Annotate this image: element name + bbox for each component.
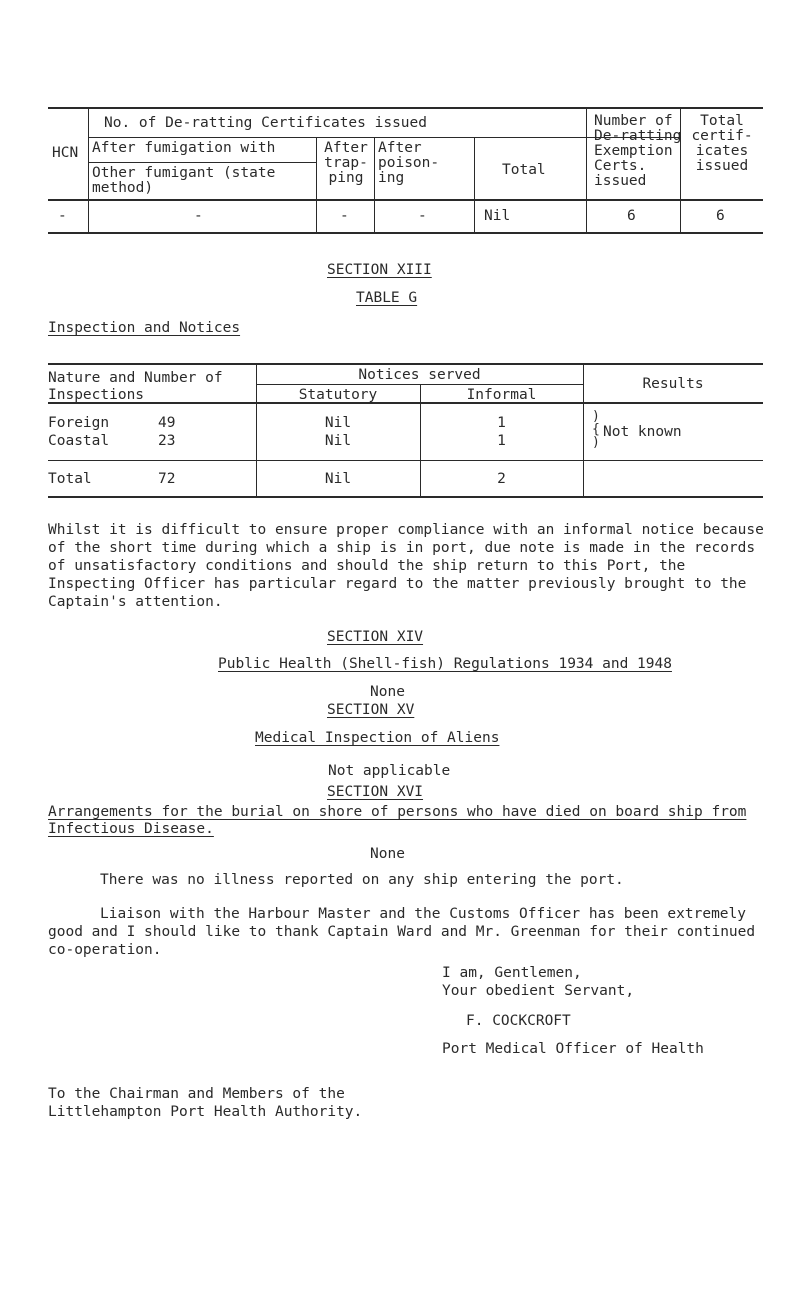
trapping-header: After trap-ping (324, 140, 368, 186)
statutory-header: Statutory (298, 387, 378, 403)
compliance-paragraph: Whilst it is difficult to ensure proper compliance with an informal notice because of the short time during which a ship is in port, due note is made in the records of unsatisfactory conditions and should the ship return to this Port, the Inspecting Officer has particular regard to the matter previously brought to the Captain's attention. (48, 522, 764, 610)
foreign-label: Foreign (48, 415, 110, 431)
section-14-body: None (370, 684, 405, 700)
section-13-title: SECTION XIII (327, 262, 432, 278)
addressee-line-1: To the Chairman and Members of the (48, 1086, 345, 1102)
total-certificates-header: Total certif-icates issued (691, 113, 753, 174)
section-16-note: There was no illness reported on any ship entering the port. (100, 872, 624, 888)
section-16-title: SECTION XVI (327, 784, 424, 800)
section-15-title: SECTION XV (327, 702, 415, 718)
signatory-role: Port Medical Officer of Health (442, 1041, 704, 1057)
addressee-line-2: Littlehampton Port Health Authority. (48, 1104, 363, 1120)
section-15-heading: Medical Inspection of Aliens (255, 730, 500, 746)
total-statutory: Nil (324, 471, 352, 487)
coastal-count: 23 (158, 433, 176, 449)
total-header: Total (502, 162, 546, 178)
foreign-count: 49 (158, 415, 176, 431)
table-g-caption: Inspection and Notices (48, 320, 241, 336)
section-14-title: SECTION XIV (327, 629, 424, 645)
row-hcn: - (58, 208, 67, 224)
row-total: Nil (484, 208, 511, 224)
foreign-informal: 1 (497, 415, 506, 431)
results-header: Results (642, 376, 704, 392)
total-count: 72 (158, 471, 176, 487)
liaison-paragraph: Liaison with the Harbour Master and the Customs Officer has been extremely good and I should like to thank Captain Ward and Mr. Greenman for their continued co-operation. (48, 906, 756, 958)
section-14-heading: Public Health (Shell-fish) Regulations 1934 and 1948 (218, 656, 672, 672)
closing-servant: Your obedient Servant, (442, 983, 635, 999)
results-value: Not known (603, 424, 682, 440)
coastal-statutory: Nil (324, 433, 352, 449)
signatory-name: F. COCKCROFT (466, 1013, 571, 1029)
total-informal: 2 (497, 471, 506, 487)
closing-salutation: I am, Gentlemen, (442, 965, 582, 981)
section-15-body: Not applicable (328, 763, 451, 779)
total-label: Total (48, 471, 92, 487)
exemption-certs-header: Number of De-ratting Exemption Certs. issued (594, 113, 682, 189)
table-g-title: TABLE G (356, 290, 418, 306)
foreign-statutory: Nil (324, 415, 352, 431)
row-total-certs: 6 (716, 208, 725, 224)
coastal-informal: 1 (497, 433, 506, 449)
other-fumigant-header: Other fumigant (state method) (92, 165, 276, 196)
results-brace: ) { ) (592, 409, 600, 450)
hcn-header: HCN (52, 145, 79, 161)
section-16-body: None (370, 846, 405, 862)
certificates-issued-header: No. of De-ratting Certificates issued (104, 115, 428, 131)
row-poisoning: - (418, 208, 427, 224)
row-trapping: - (340, 208, 349, 224)
nature-header: Nature and Number of Inspections (48, 370, 223, 403)
informal-header: Informal (466, 387, 537, 403)
row-exemption: 6 (627, 208, 636, 224)
notices-served-header: Notices served (358, 367, 481, 383)
poisoning-header: After poison-ing (378, 140, 440, 186)
row-other: - (194, 208, 203, 224)
fumigation-header: After fumigation with (92, 140, 276, 156)
coastal-label: Coastal (48, 433, 110, 449)
section-16-heading: Arrangements for the burial on shore of persons who have died on board ship from Infectious Disease. (48, 804, 747, 837)
